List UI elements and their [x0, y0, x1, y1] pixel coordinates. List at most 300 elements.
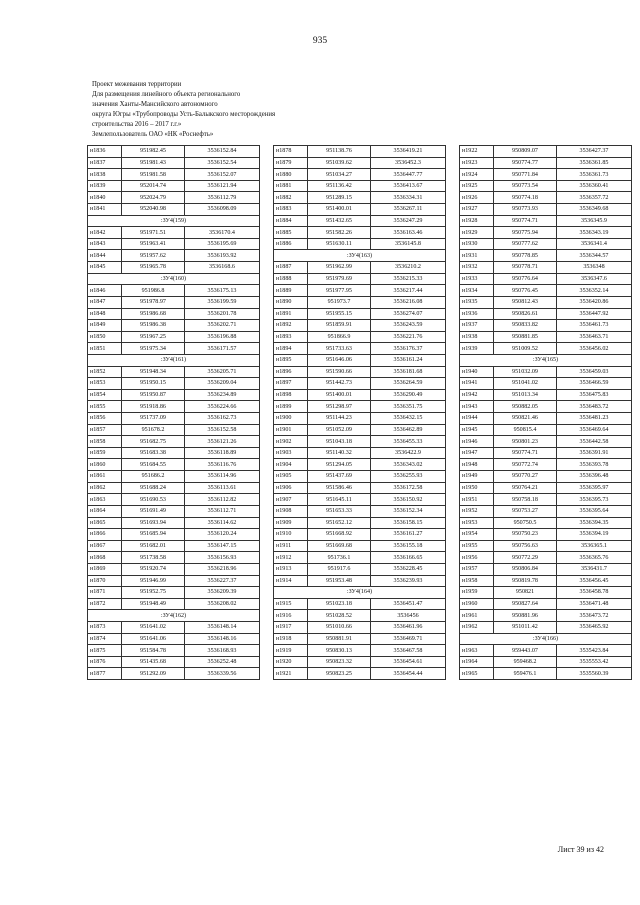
- x-coordinate: 951953.48: [308, 575, 371, 587]
- point-id: н1906: [274, 482, 308, 494]
- point-id: н1862: [88, 482, 122, 494]
- point-id: н1894: [274, 343, 308, 355]
- table-row: [274, 529, 446, 541]
- y-coordinate: 3536394.19: [557, 529, 632, 541]
- table-row: [274, 238, 446, 250]
- x-coordinate: 951432.65: [308, 215, 371, 227]
- y-coordinate: 3535423.84: [557, 645, 632, 657]
- coordinates-table-body: [460, 146, 632, 680]
- x-coordinate: 951986.38: [122, 320, 185, 332]
- point-id: н1900: [274, 413, 308, 425]
- table-row: [88, 413, 260, 425]
- y-coordinate: 3536475.83: [557, 389, 632, 401]
- x-coordinate: 951859.91: [308, 320, 371, 332]
- y-coordinate: 3536267.11: [371, 204, 446, 216]
- point-id: н1840: [88, 192, 122, 204]
- point-id: н1879: [274, 157, 308, 169]
- x-coordinate: 951952.75: [122, 587, 185, 599]
- y-coordinate: 3536455.33: [371, 436, 446, 448]
- point-id: н1869: [88, 563, 122, 575]
- point-id: н1839: [88, 180, 122, 192]
- point-id: н1919: [274, 645, 308, 657]
- point-id: н1960: [460, 598, 494, 610]
- table-row: [274, 610, 446, 622]
- point-id: н1938: [460, 331, 494, 343]
- table-row: [460, 262, 632, 274]
- point-id: н1962: [460, 621, 494, 633]
- table-row: [274, 517, 446, 529]
- point-id: н1929: [460, 227, 494, 239]
- point-id: н1902: [274, 436, 308, 448]
- table-row: [274, 146, 446, 158]
- table-row: [88, 575, 260, 587]
- point-id: н1898: [274, 389, 308, 401]
- y-coordinate: 3536432.15: [371, 413, 446, 425]
- section-label: :ЗУ4(162): [88, 610, 260, 622]
- y-coordinate: 3536243.59: [371, 320, 446, 332]
- table-row: [460, 308, 632, 320]
- table-row: [460, 157, 632, 169]
- y-coordinate: 3536461.96: [371, 621, 446, 633]
- x-coordinate: 951986.68: [122, 308, 185, 320]
- point-id: н1965: [460, 668, 494, 680]
- table-row: [460, 482, 632, 494]
- y-coordinate: 3536121.94: [185, 180, 260, 192]
- y-coordinate: 3536469.71: [371, 633, 446, 645]
- point-id: н1923: [460, 157, 494, 169]
- point-id: н1916: [274, 610, 308, 622]
- point-id: н1837: [88, 157, 122, 169]
- x-coordinate: 951962.99: [308, 262, 371, 274]
- point-id: н1874: [88, 633, 122, 645]
- point-id: н1920: [274, 656, 308, 668]
- table-row: [460, 529, 632, 541]
- table-row: [274, 354, 446, 366]
- x-coordinate: 951032.09: [494, 366, 557, 378]
- x-coordinate: 951981.43: [122, 157, 185, 169]
- point-id: н1844: [88, 250, 122, 262]
- x-coordinate: 951289.15: [308, 192, 371, 204]
- x-coordinate: 950750.5: [494, 517, 557, 529]
- y-coordinate: 3536162.73: [185, 413, 260, 425]
- table-row: [460, 459, 632, 471]
- point-id: н1871: [88, 587, 122, 599]
- point-id: н1959: [460, 587, 494, 599]
- y-coordinate: 3536112.82: [185, 494, 260, 506]
- table-row: [88, 645, 260, 657]
- x-coordinate: 951683.38: [122, 447, 185, 459]
- x-coordinate: 951957.62: [122, 250, 185, 262]
- x-coordinate: 951646.06: [308, 354, 371, 366]
- table-row: [274, 215, 446, 227]
- x-coordinate: 951400.01: [308, 389, 371, 401]
- point-id: н1928: [460, 215, 494, 227]
- x-coordinate: 951690.53: [122, 494, 185, 506]
- point-id: н1888: [274, 273, 308, 285]
- table-row: [274, 157, 446, 169]
- y-coordinate: 3536161.24: [371, 354, 446, 366]
- x-coordinate: 951034.27: [308, 169, 371, 181]
- point-id: н1909: [274, 517, 308, 529]
- x-coordinate: 950773.93: [494, 204, 557, 216]
- y-coordinate: 3536471.48: [557, 598, 632, 610]
- point-id: н1877: [88, 668, 122, 680]
- point-id: н1899: [274, 401, 308, 413]
- table-row: [460, 447, 632, 459]
- point-id: н1870: [88, 575, 122, 587]
- coordinates-table-body: [274, 146, 446, 680]
- x-coordinate: 951691.49: [122, 505, 185, 517]
- x-coordinate: 950777.62: [494, 238, 557, 250]
- x-coordinate: 950778.85: [494, 250, 557, 262]
- table-row: [460, 656, 632, 668]
- point-id: н1891: [274, 308, 308, 320]
- point-id: н1963: [460, 645, 494, 657]
- x-coordinate: 951733.63: [308, 343, 371, 355]
- point-id: н1893: [274, 331, 308, 343]
- point-id: н1948: [460, 459, 494, 471]
- header-line: Для размещения линейного объекта регионального: [92, 91, 241, 98]
- point-id: н1848: [88, 308, 122, 320]
- table-row: [88, 656, 260, 668]
- point-id: н1901: [274, 424, 308, 436]
- table-row: [274, 633, 446, 645]
- x-coordinate: 952014.74: [122, 180, 185, 192]
- x-coordinate: 950774.71: [494, 447, 557, 459]
- y-coordinate: 3536234.89: [185, 389, 260, 401]
- x-coordinate: 951682.75: [122, 436, 185, 448]
- x-coordinate: 951010.66: [308, 621, 371, 633]
- x-coordinate: 951298.97: [308, 401, 371, 413]
- table-row: [460, 645, 632, 657]
- point-id: н1836: [88, 146, 122, 158]
- x-coordinate: 951981.58: [122, 169, 185, 181]
- table-row: [274, 413, 446, 425]
- table-row: [460, 598, 632, 610]
- point-id: н1956: [460, 552, 494, 564]
- x-coordinate: 950772.74: [494, 459, 557, 471]
- point-id: н1846: [88, 285, 122, 297]
- x-coordinate: 951138.76: [308, 146, 371, 158]
- point-id: н1921: [274, 668, 308, 680]
- table-row: [88, 621, 260, 633]
- y-coordinate: 3536365.1: [557, 540, 632, 552]
- table-row: [274, 447, 446, 459]
- table-row: [88, 447, 260, 459]
- x-coordinate: 950753.27: [494, 505, 557, 517]
- point-id: н1845: [88, 262, 122, 274]
- x-coordinate: 950809.07: [494, 146, 557, 158]
- header-line: значения Ханты-Мансийского автономного: [92, 101, 218, 108]
- table-row: [274, 505, 446, 517]
- y-coordinate: 3536228.45: [371, 563, 446, 575]
- point-id: н1895: [274, 354, 308, 366]
- x-coordinate: 951737.09: [122, 413, 185, 425]
- x-coordinate: 951586.46: [308, 482, 371, 494]
- x-coordinate: 951052.09: [308, 424, 371, 436]
- point-id: н1914: [274, 575, 308, 587]
- x-coordinate: 950773.54: [494, 180, 557, 192]
- section-row: [88, 215, 260, 227]
- x-coordinate: 951918.86: [122, 401, 185, 413]
- x-coordinate: 950826.61: [494, 308, 557, 320]
- table-row: [274, 262, 446, 274]
- table-row: [88, 146, 260, 158]
- point-id: н1913: [274, 563, 308, 575]
- coordinates-table-body: [88, 146, 260, 680]
- y-coordinate: 3536352.14: [557, 285, 632, 297]
- table-row: [88, 180, 260, 192]
- header-line: округа Югры «Трубопроводы Усть-Балыкского месторождения: [92, 111, 276, 118]
- x-coordinate: 951971.51: [122, 227, 185, 239]
- x-coordinate: 951736.1: [308, 552, 371, 564]
- point-id: н1878: [274, 146, 308, 158]
- x-coordinate: 951023.18: [308, 598, 371, 610]
- point-id: н1897: [274, 378, 308, 390]
- y-coordinate: 3536163.46: [371, 227, 446, 239]
- x-coordinate: 951982.45: [122, 146, 185, 158]
- y-coordinate: 3536458.78: [557, 587, 632, 599]
- y-coordinate: 3536360.41: [557, 180, 632, 192]
- x-coordinate: 951011.42: [494, 621, 557, 633]
- point-id: н1890: [274, 296, 308, 308]
- table-row: [460, 343, 632, 355]
- point-id: н1853: [88, 378, 122, 390]
- header-line: Землепользователь ОАО «НК «Роснефть»: [92, 131, 214, 138]
- y-coordinate: 3536168.6: [185, 262, 260, 274]
- section-label: :ЗУ4(159): [88, 215, 260, 227]
- section-row: [274, 250, 446, 262]
- table-row: [88, 331, 260, 343]
- x-coordinate: 951986.8: [122, 285, 185, 297]
- y-coordinate: 3536171.57: [185, 343, 260, 355]
- section-label: :ЗУ4(161): [88, 354, 260, 366]
- point-id: н1944: [460, 413, 494, 425]
- x-coordinate: 951292.09: [122, 668, 185, 680]
- table-row: [274, 552, 446, 564]
- x-coordinate: 951977.95: [308, 285, 371, 297]
- y-coordinate: 3536247.29: [371, 215, 446, 227]
- point-id: н1854: [88, 389, 122, 401]
- table-row: [88, 157, 260, 169]
- x-coordinate: 951686.2: [122, 471, 185, 483]
- y-coordinate: 3536221.76: [371, 331, 446, 343]
- section-row: [460, 633, 632, 645]
- point-id: н1930: [460, 238, 494, 250]
- x-coordinate: 951682.01: [122, 540, 185, 552]
- table-row: [88, 192, 260, 204]
- point-id: н1937: [460, 320, 494, 332]
- x-coordinate: 959476.1: [494, 668, 557, 680]
- sheet-number: Лист 39 из 42: [557, 845, 604, 854]
- y-coordinate: 3536395.73: [557, 494, 632, 506]
- table-row: [460, 413, 632, 425]
- x-coordinate: 951641.02: [122, 621, 185, 633]
- point-id: н1933: [460, 273, 494, 285]
- point-id: н1910: [274, 529, 308, 541]
- point-id: н1925: [460, 180, 494, 192]
- x-coordinate: 951144.23: [308, 413, 371, 425]
- x-coordinate: 951013.34: [494, 389, 557, 401]
- x-coordinate: 950774.18: [494, 192, 557, 204]
- point-id: н1949: [460, 471, 494, 483]
- y-coordinate: 3536152.54: [185, 157, 260, 169]
- point-id: н1936: [460, 308, 494, 320]
- x-coordinate: 950776.45: [494, 285, 557, 297]
- point-id: н1863: [88, 494, 122, 506]
- point-id: н1851: [88, 343, 122, 355]
- x-coordinate: 951738.58: [122, 552, 185, 564]
- x-coordinate: 951950.15: [122, 378, 185, 390]
- y-coordinate: 3536447.77: [371, 169, 446, 181]
- point-id: н1940: [460, 366, 494, 378]
- table-row: [274, 621, 446, 633]
- y-coordinate: 3536255.93: [371, 471, 446, 483]
- x-coordinate: 951400.01: [308, 204, 371, 216]
- point-id: н1867: [88, 540, 122, 552]
- x-coordinate: 950758.18: [494, 494, 557, 506]
- y-coordinate: 3536413.67: [371, 180, 446, 192]
- point-id: н1892: [274, 320, 308, 332]
- x-coordinate: 951688.24: [122, 482, 185, 494]
- x-coordinate: 951948.34: [122, 366, 185, 378]
- table-row: [88, 389, 260, 401]
- y-coordinate: 3536391.91: [557, 447, 632, 459]
- point-id: н1934: [460, 285, 494, 297]
- table-row: [460, 285, 632, 297]
- y-coordinate: 3536456: [371, 610, 446, 622]
- y-coordinate: 3536456.45: [557, 575, 632, 587]
- y-coordinate: 3536456.02: [557, 343, 632, 355]
- point-id: н1857: [88, 424, 122, 436]
- y-coordinate: 3536215.33: [371, 273, 446, 285]
- point-id: н1847: [88, 296, 122, 308]
- table-row: [460, 169, 632, 181]
- table-row: [274, 540, 446, 552]
- y-coordinate: 3536209.39: [185, 587, 260, 599]
- table-row: [274, 331, 446, 343]
- point-id: н1931: [460, 250, 494, 262]
- table-row: [460, 320, 632, 332]
- x-coordinate: 951948.49: [122, 598, 185, 610]
- point-id: н1881: [274, 180, 308, 192]
- table-row: [274, 320, 446, 332]
- x-coordinate: 950815.4: [494, 424, 557, 436]
- x-coordinate: 951028.52: [308, 610, 371, 622]
- section-row: [460, 354, 632, 366]
- point-id: н1917: [274, 621, 308, 633]
- y-coordinate: 3536145.8: [371, 238, 446, 250]
- table-row: [88, 668, 260, 680]
- y-coordinate: 3536339.56: [185, 668, 260, 680]
- table-row: [88, 563, 260, 575]
- y-coordinate: 3536098.09: [185, 204, 260, 216]
- table-row: [274, 285, 446, 297]
- point-id: н1950: [460, 482, 494, 494]
- y-coordinate: 3536152.34: [371, 505, 446, 517]
- x-coordinate: 950756.63: [494, 540, 557, 552]
- y-coordinate: 3536361.85: [557, 157, 632, 169]
- point-id: н1842: [88, 227, 122, 239]
- x-coordinate: 951975.34: [122, 343, 185, 355]
- point-id: н1947: [460, 447, 494, 459]
- table-row: [274, 273, 446, 285]
- y-coordinate: 3536451.47: [371, 598, 446, 610]
- table-row: [460, 563, 632, 575]
- y-coordinate: 3536172.58: [371, 482, 446, 494]
- y-coordinate: 3536469.64: [557, 424, 632, 436]
- y-coordinate: 3536161.27: [371, 529, 446, 541]
- y-coordinate: 3536357.72: [557, 192, 632, 204]
- x-coordinate: 951693.94: [122, 517, 185, 529]
- table-row: [460, 668, 632, 680]
- x-coordinate: 951641.06: [122, 633, 185, 645]
- point-id: н1903: [274, 447, 308, 459]
- point-id: н1843: [88, 238, 122, 250]
- x-coordinate: 951973.7: [308, 296, 371, 308]
- table-row: [88, 366, 260, 378]
- table-row: [274, 192, 446, 204]
- y-coordinate: 3536216.08: [371, 296, 446, 308]
- y-coordinate: 3536343.02: [371, 459, 446, 471]
- table-row: [88, 378, 260, 390]
- x-coordinate: 950801.23: [494, 436, 557, 448]
- section-row: [88, 354, 260, 366]
- point-id: н1896: [274, 366, 308, 378]
- table-row: [460, 540, 632, 552]
- x-coordinate: 959468.2: [494, 656, 557, 668]
- x-coordinate: 951645.11: [308, 494, 371, 506]
- table-row: [274, 656, 446, 668]
- y-coordinate: 3536454.61: [371, 656, 446, 668]
- point-id: н1942: [460, 389, 494, 401]
- point-id: н1860: [88, 459, 122, 471]
- y-coordinate: 3536347.6: [557, 273, 632, 285]
- y-coordinate: 3536118.89: [185, 447, 260, 459]
- x-coordinate: 951967.25: [122, 331, 185, 343]
- point-id: н1883: [274, 204, 308, 216]
- x-coordinate: 950774.77: [494, 157, 557, 169]
- table-row: [274, 575, 446, 587]
- y-coordinate: 3536483.72: [557, 401, 632, 413]
- table-row: [460, 401, 632, 413]
- section-label: :ЗУ4(166): [460, 633, 632, 645]
- x-coordinate: 950775.94: [494, 227, 557, 239]
- y-coordinate: 3536452.3: [371, 157, 446, 169]
- y-coordinate: 3536341.4: [557, 238, 632, 250]
- y-coordinate: 3536351.75: [371, 401, 446, 413]
- table-row: [460, 331, 632, 343]
- x-coordinate: 951294.05: [308, 459, 371, 471]
- point-id: н1927: [460, 204, 494, 216]
- table-row: [88, 471, 260, 483]
- table-row: [88, 482, 260, 494]
- x-coordinate: 950833.82: [494, 320, 557, 332]
- table-row: [88, 505, 260, 517]
- y-coordinate: 3536473.72: [557, 610, 632, 622]
- y-coordinate: 3536120.24: [185, 529, 260, 541]
- y-coordinate: 3536274.07: [371, 308, 446, 320]
- table-row: [460, 471, 632, 483]
- point-id: н1952: [460, 505, 494, 517]
- x-coordinate: 950770.27: [494, 471, 557, 483]
- x-coordinate: 951866.9: [308, 331, 371, 343]
- section-label: :ЗУ4(160): [88, 273, 260, 285]
- point-id: н1943: [460, 401, 494, 413]
- point-id: н1953: [460, 517, 494, 529]
- table-row: [88, 169, 260, 181]
- table-row: [88, 436, 260, 448]
